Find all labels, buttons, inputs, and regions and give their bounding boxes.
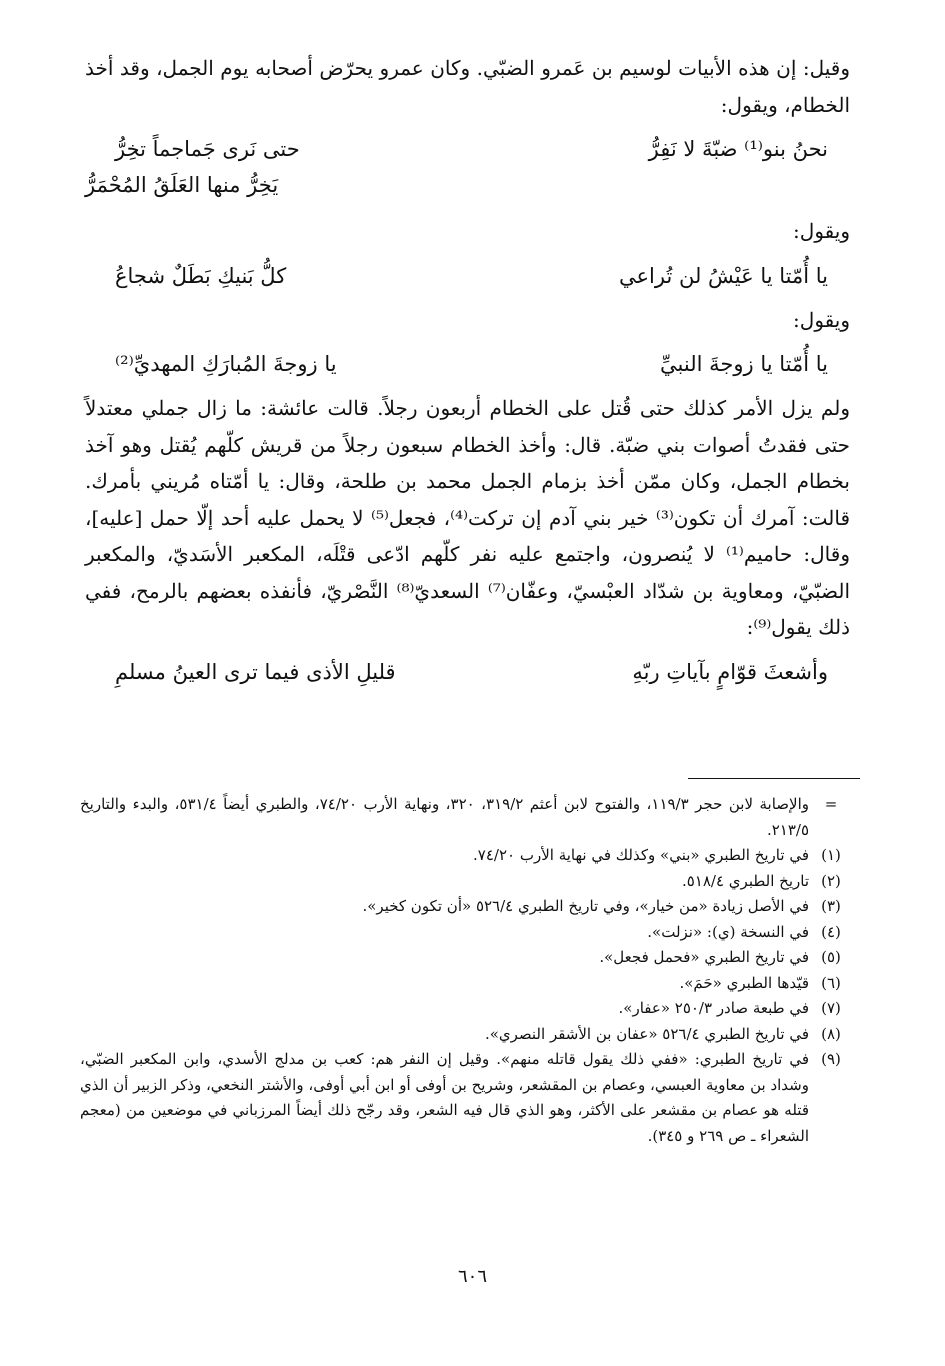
- footnote-number: (٧): [821, 999, 841, 1017]
- footnotes: [80, 792, 853, 1149]
- verse-3-second-hemistich: يا زوجةَ المُبارَكِ المهديِّ⁽²⁾: [115, 352, 337, 376]
- footnote-number: (٣): [821, 897, 841, 915]
- verse-4: [115, 652, 828, 692]
- footnote-9: [80, 1047, 853, 1149]
- verse-4-second-hemistich: قليلِ الأذى فيما ترى العينُ مسلمِ: [115, 659, 396, 684]
- verse-intro-2: ويقول:: [793, 219, 850, 243]
- verse-1-first-hemistich: نحنُ بنو⁽¹⁾ ضبّةَ لا نَفِرُّ: [648, 137, 828, 161]
- footnote-text: في تاريخ الطبري «فحمل فجعل».: [599, 948, 809, 966]
- footnote-text: تاريخ الطبري ٥١٨/٤.: [681, 871, 809, 890]
- footnote-number: (٥): [821, 948, 841, 966]
- footnote-text: في تاريخ الطبري: «ففي ذلك يقول قاتله منهم». وقيل إن النفر هم: كعب بن مدلج الأسدي، وابن المكعبر الضبّي، وشداد بن معاوية العبسي، وعصام بن المقشعر، وشريح بن أوفى أو ابن أبي أوفى، والأشتر النخعي، وذكر الزبير أن الذي قتله هو عصام بن مقشعر على الأكثر، وهو الذي قال فيه الشعر، وقد رجّح ذلك أيضاً المرزباني في موضعين من (معجم الشعراء ـ ص ٢٦٩ و ٣٤٥).: [80, 1050, 809, 1145]
- footnote-number: (٤): [821, 922, 841, 941]
- footnote-text: قيّدها الطبري «حَمَ».: [679, 973, 809, 992]
- verse-1-third-line: يَخِرُّ منها العَلَقُ المُحْمَرُّ: [85, 173, 279, 197]
- verse-2: [115, 256, 828, 296]
- footnote-number: (١): [821, 846, 841, 864]
- footnote-text: في طبعة صادر ٢٥٠/٣ «عفار».: [618, 999, 809, 1017]
- footnote-number: (٦): [821, 973, 841, 992]
- footnote-text: والإصابة لابن حجر ١١٩/٣، والفتوح لابن أعثم ٣١٩/٢، ٣٢٠، ونهاية الأرب ٧٤/٢٠، والطبري أيضاً ٥٣١/٤، والبدء والتاريخ ٢١٣/٥.: [80, 795, 809, 839]
- verse-2-first-hemistich: يا أُمّتا يا عَيْشُ لن تُراعي: [618, 263, 828, 288]
- page-number: ٦٠٦: [457, 1266, 487, 1287]
- footnote-number: =: [824, 795, 838, 813]
- footnote-1: [80, 843, 853, 869]
- footnote-text: في النسخة (ي): «نزلت».: [647, 922, 809, 941]
- verse-3: [115, 344, 828, 384]
- verse-3-first-hemistich: يا أُمّتا يا زوجةَ النبيِّ: [660, 352, 828, 376]
- footnote-5: [80, 945, 853, 971]
- verse-4-first-hemistich: وأشعثَ قوّامٍ بآياتِ ربّهِ: [632, 659, 828, 684]
- verse-1: [85, 129, 850, 203]
- footnote-text: في تاريخ الطبري ٥٢٦/٤ «عفان بن الأشقر النصري».: [484, 1024, 809, 1043]
- footnote-2: [80, 869, 853, 895]
- footnote-8: [80, 1022, 853, 1048]
- footnote-number: (٨): [821, 1024, 841, 1043]
- footnote-7: [80, 996, 853, 1022]
- paragraph-2: ولم يزل الأمر كذلك حتى قُتل على الخطام أربعون رجلاً. قالت عائشة: ما زال جملي معتدلاً حتى فقدتُ أصوات بني ضبّة. قال: وأخذ الخطام سبعون رجلاً من قريش كلّهم يُقتل وهو آخذ بخطام الجمل، وكان ممّن أخذ بزمام الجمل محمد بن طلحة، وقال: يا أمّتاه مُريني بأمرك. قالت: آمرك أن تكون⁽³⁾ خير بني آدم إن تركت⁽⁴⁾، فجعل⁽⁵⁾ لا يحمل عليه أحد إلّا حمل [عليه]، وقال: حاميم⁽¹⁾ لا يُنصرون، واجتمع عليه نفر كلّهم ادّعى قتْلَه، المكعبر الأسَديّ، والمكعبر الضبّيّ، ومعاوية بن شدّاد العبْسيّ، وعفّان⁽⁷⁾ السعديّ⁽⁸⁾ النَّصْريّ، فأنفذه بعضهم بالرمح، ففي ذلك يقول⁽⁹⁾:: [85, 396, 851, 639]
- footnote-3: [80, 894, 853, 920]
- verse-1-second-hemistich: حتى نَرى جَماجماً تخِرُّ: [115, 137, 300, 161]
- main-text: [85, 50, 850, 698]
- footnote-number: (٩): [821, 1050, 841, 1068]
- verse-intro-3: ويقول:: [793, 307, 850, 332]
- footnote-number: (٢): [821, 871, 841, 890]
- footnote-text: في الأصل زيادة «من خيار»، وفي تاريخ الطبري ٥٢٦/٤ «أن تكون كخير».: [362, 897, 809, 915]
- footnote-4: [80, 920, 853, 946]
- footnote-continued: [80, 792, 853, 843]
- footnote-divider: [688, 778, 860, 779]
- footnote-6: [80, 971, 853, 997]
- paragraph-1: وقيل: إن هذه الأبيات لوسيم بن عَمرو الضبّي. وكان عمرو يحرّض أصحابه يوم الجمل، وقد أخذ الخطام، ويقول:: [85, 56, 850, 117]
- footnote-text: في تاريخ الطبري «بني» وكذلك في نهاية الأرب ٧٤/٢٠.: [473, 846, 809, 864]
- verse-2-second-hemistich: كلُّ بَنيكِ بَطَلٌ شجاعُ: [115, 263, 287, 288]
